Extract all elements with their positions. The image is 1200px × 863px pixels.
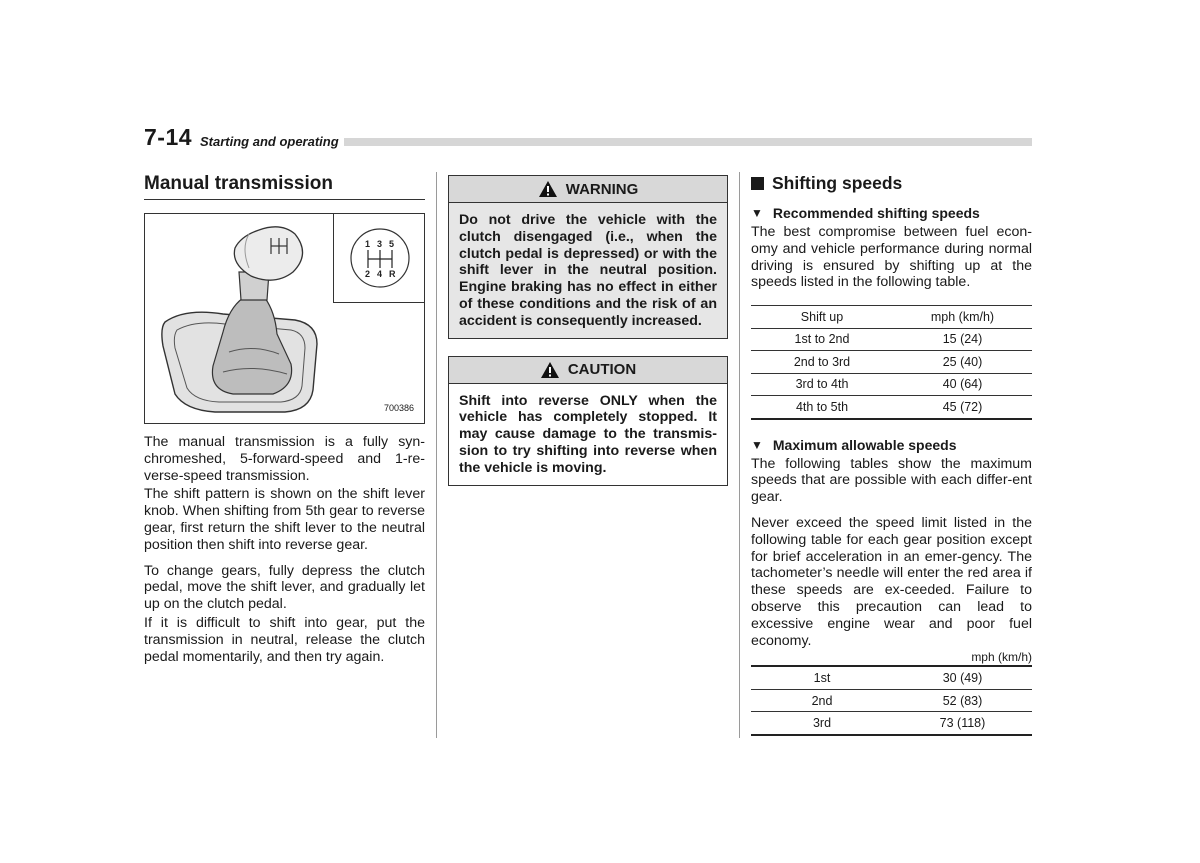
body-paragraph: If it is difficult to shift into gear, put the transmission in neutral, release the clutch pedal momentarily, and then try again.	[144, 614, 425, 665]
figure-code: 700386	[383, 403, 414, 413]
sub-heading	[751, 205, 1032, 221]
warning-header	[449, 176, 727, 203]
table-cell: 30 (49)	[893, 666, 1032, 689]
warning-title: WARNING	[565, 180, 639, 198]
caution-header	[449, 357, 727, 384]
caution-box	[448, 356, 728, 486]
table-header-row	[751, 306, 1032, 329]
table-cell: 3rd to 4th	[751, 373, 893, 396]
table-header: Shift up	[751, 306, 893, 329]
table-cell: 40 (64)	[893, 373, 1032, 396]
section-title: Starting and operating	[200, 134, 339, 149]
table-cell: 15 (24)	[893, 328, 1032, 351]
middle-column	[448, 175, 728, 486]
table-row	[751, 712, 1032, 735]
body-paragraph: To change gears, fully depress the clutch pedal, move the shift lever, and gradually let up on the clutch pedal.	[144, 562, 425, 613]
max-speeds-table	[751, 665, 1032, 736]
right-column	[751, 173, 1032, 736]
warning-triangle-icon	[538, 180, 558, 198]
shift-pattern-diagram	[334, 214, 424, 302]
shift-pattern-inset	[333, 214, 424, 303]
table-cell: 2nd	[751, 689, 893, 712]
caution-text: Shift into reverse ONLY when the vehicle has completely stopped. It may cause damage to the transmis-sion to try shifting into reverse when the vehicle is moving.	[449, 384, 727, 485]
section-heading: Manual transmission	[144, 173, 425, 200]
header-rule	[344, 138, 1032, 146]
body-paragraph: The shift pattern is shown on the shift lever knob. When shifting from 5th gear to reverse gear, first return the shift lever to the neutral position then shift into reverse gear.	[144, 486, 425, 553]
triangle-bullet-icon: ▼	[751, 437, 763, 452]
table-row	[751, 351, 1032, 374]
sub-heading-title: Maximum allowable speeds	[772, 436, 957, 453]
table-row	[751, 396, 1032, 419]
table-cell: 3rd	[751, 712, 893, 735]
gear-label: 3	[377, 239, 383, 249]
table-row	[751, 666, 1032, 689]
caution-title: CAUTION	[567, 361, 637, 379]
column-divider	[739, 172, 740, 738]
column-divider	[436, 172, 437, 738]
gear-label: 1	[365, 239, 371, 249]
page-header	[144, 124, 1032, 154]
table-cell: 25 (40)	[893, 351, 1032, 374]
table-cell: 52 (83)	[893, 689, 1032, 712]
gear-label: 4	[377, 269, 383, 279]
table-cell: 1st	[751, 666, 893, 689]
table-cell: 2nd to 3rd	[751, 351, 893, 374]
table-unit-label: mph (km/h)	[971, 650, 1032, 665]
shifting-speeds-table	[751, 305, 1032, 420]
warning-text: Do not drive the vehicle with the clutch disengaged (i.e., when the clutch pedal is depressed) or with the shift lever in the neutral position. Engine braking has no effect in either of these conditions and the risk of an accident is consequently increased.	[449, 203, 727, 338]
subsection-title: Shifting speeds	[772, 173, 903, 193]
triangle-bullet-icon: ▼	[751, 206, 763, 220]
shift-lever-illustration	[145, 214, 335, 423]
page-number: 7-14	[144, 124, 193, 150]
table-cell: 1st to 2nd	[751, 328, 893, 351]
body-paragraph: Never exceed the speed limit listed in the following table for each gear position except for brief acceleration in an emer-gency. The tachometer’s needle will enter the red area if these speeds are ex-ceeded. Failure to observe this precaution can lead to excessive engine wear and poor fuel economy.	[751, 515, 1032, 649]
table-row	[751, 373, 1032, 396]
table-cell: 4th to 5th	[751, 396, 893, 419]
square-bullet-icon	[751, 177, 764, 190]
body-paragraph: The manual transmission is a fully syn-chromeshed, 5-forward-speed and 1-re-verse-speed transmission.	[144, 434, 425, 484]
gear-label: 2	[365, 269, 371, 279]
table-cell: 45 (72)	[893, 396, 1032, 419]
gear-label: 5	[389, 239, 395, 249]
shift-lever-figure	[144, 213, 425, 424]
table-row	[751, 328, 1032, 351]
sub-heading	[751, 437, 1032, 453]
body-paragraph: The best compromise between fuel econ-omy and vehicle performance during normal driving is ensured by shifting up at the speeds listed in the following table.	[751, 224, 1032, 291]
subsection-heading	[751, 173, 1032, 194]
sub-heading-title: Recommended shifting speeds	[772, 205, 980, 221]
caution-triangle-icon	[540, 361, 560, 379]
body-paragraph: The following tables show the maximum speeds that are possible with each differ-ent gear.	[751, 455, 1032, 506]
gear-label: R	[389, 269, 396, 279]
left-column	[144, 173, 425, 665]
table-cell: 73 (118)	[893, 712, 1032, 735]
warning-box	[448, 175, 728, 339]
table-header: mph (km/h)	[893, 306, 1032, 329]
table-row	[751, 689, 1032, 712]
